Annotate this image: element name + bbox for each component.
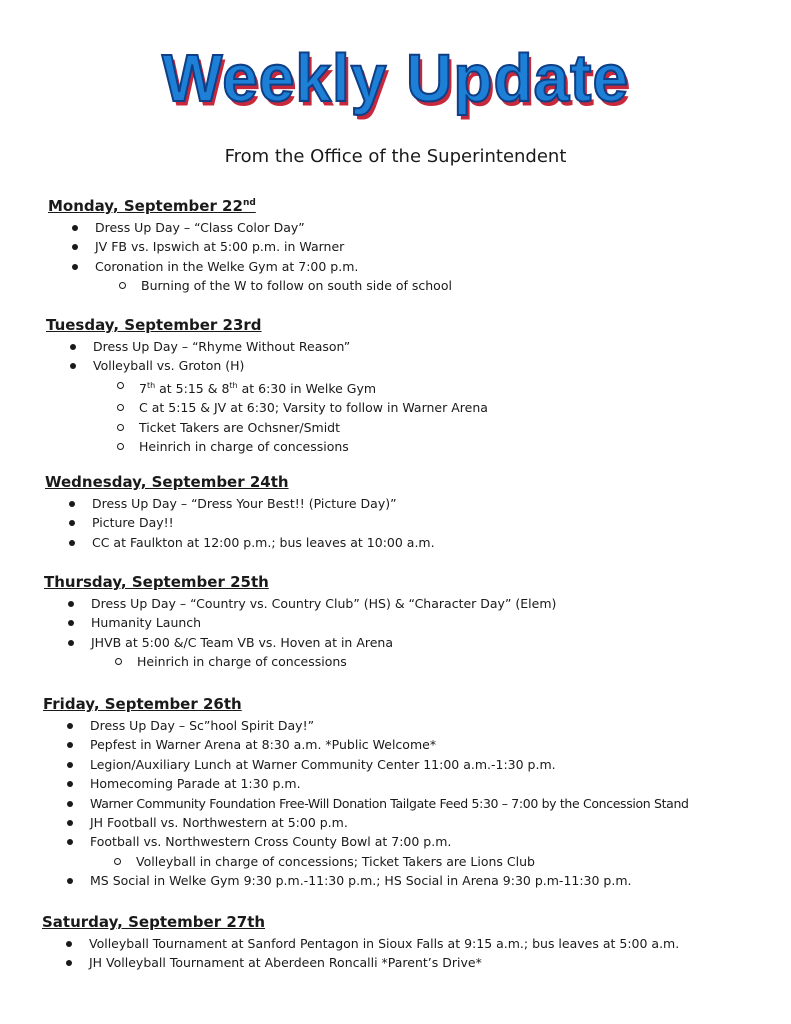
day-title: Wednesday, September 24th — [45, 473, 289, 491]
subtitle: From the Office of the Superintendent — [224, 146, 567, 167]
event-sub-item: 7th at 5:15 & 8th at 6:30 in Welke Gym — [46, 376, 488, 399]
event-item: JH Football vs. Northwestern at 5:00 p.m. — [43, 813, 689, 832]
event-item: Pepfest in Warner Arena at 8:30 a.m. *Public Welcome* — [43, 735, 689, 754]
event-item: Legion/Auxiliary Lunch at Warner Community Center 11:00 a.m.-1:30 p.m. — [43, 755, 689, 774]
event-item: Humanity Launch — [44, 613, 556, 632]
event-item: JV FB vs. Ipswich at 5:00 p.m. in Warner — [48, 237, 452, 256]
event-list — [43, 716, 689, 891]
day-monday — [48, 197, 452, 296]
event-item: Volleyball vs. Groton (H) — [46, 356, 488, 375]
event-list — [42, 934, 679, 973]
event-item: Coronation in the Welke Gym at 7:00 p.m. — [48, 257, 452, 276]
event-item: Dress Up Day – “Country vs. Country Club” (HS) & “Character Day” (Elem) — [44, 594, 556, 613]
event-item: Homecoming Parade at 1:30 p.m. — [43, 774, 689, 793]
event-sub-item: C at 5:15 & JV at 6:30; Varsity to follow in Warner Arena — [46, 398, 488, 417]
day-title: Saturday, September 27th — [42, 913, 266, 931]
event-list — [44, 594, 556, 672]
event-item: JH Volleyball Tournament at Aberdeen Roncalli *Parent’s Drive* — [42, 953, 679, 972]
event-list — [48, 218, 452, 296]
event-item: Dress Up Day – “Dress Your Best!! (Picture Day)” — [45, 494, 435, 513]
event-item: MS Social in Welke Gym 9:30 p.m.-11:30 p.m.; HS Social in Arena 9:30 p.m-11:30 p.m. — [43, 871, 689, 890]
event-sub-item: Heinrich in charge of concessions — [44, 652, 556, 671]
event-sub-item: Volleyball in charge of concessions; Ticket Takers are Lions Club — [43, 852, 689, 871]
day-title: Tuesday, September 23rd — [46, 316, 262, 334]
event-sub-item: Burning of the W to follow on south side of school — [48, 276, 452, 295]
day-wednesday — [45, 473, 435, 552]
event-item: CC at Faulkton at 12:00 p.m.; bus leaves at 10:00 a.m. — [45, 533, 435, 552]
event-item: Dress Up Day – “Rhyme Without Reason” — [46, 337, 488, 356]
day-title: Thursday, September 25th — [44, 573, 269, 591]
event-item: Dress Up Day – Sc”hool Spirit Day!” — [43, 716, 689, 735]
day-thursday — [44, 573, 556, 672]
day-tuesday — [46, 316, 488, 457]
event-list — [46, 337, 488, 457]
day-title: Friday, September 26th — [43, 695, 242, 713]
event-sub-item: Ticket Takers are Ochsner/Smidt — [46, 418, 488, 437]
event-list — [45, 494, 435, 552]
day-friday — [43, 695, 689, 891]
event-item: Football vs. Northwestern Cross County Bowl at 7:00 p.m. — [43, 832, 689, 851]
event-sub-item: Heinrich in charge of concessions — [46, 437, 488, 456]
event-item: Warner Community Foundation Free-Will Donation Tailgate Feed 5:30 – 7:00 by the Concession Stand — [43, 794, 689, 813]
day-title: Monday, September 22nd — [48, 197, 256, 215]
event-item: Picture Day!! — [45, 513, 435, 532]
day-saturday — [42, 913, 679, 973]
event-item: JHVB at 5:00 &/C Team VB vs. Hoven at in Arena — [44, 633, 556, 652]
weekly-update-title: Weekly Update — [161, 40, 630, 116]
event-item: Dress Up Day – “Class Color Day” — [48, 218, 452, 237]
event-item: Volleyball Tournament at Sanford Pentagon in Sioux Falls at 9:15 a.m.; bus leaves at 5:00 a.m. — [42, 934, 679, 953]
